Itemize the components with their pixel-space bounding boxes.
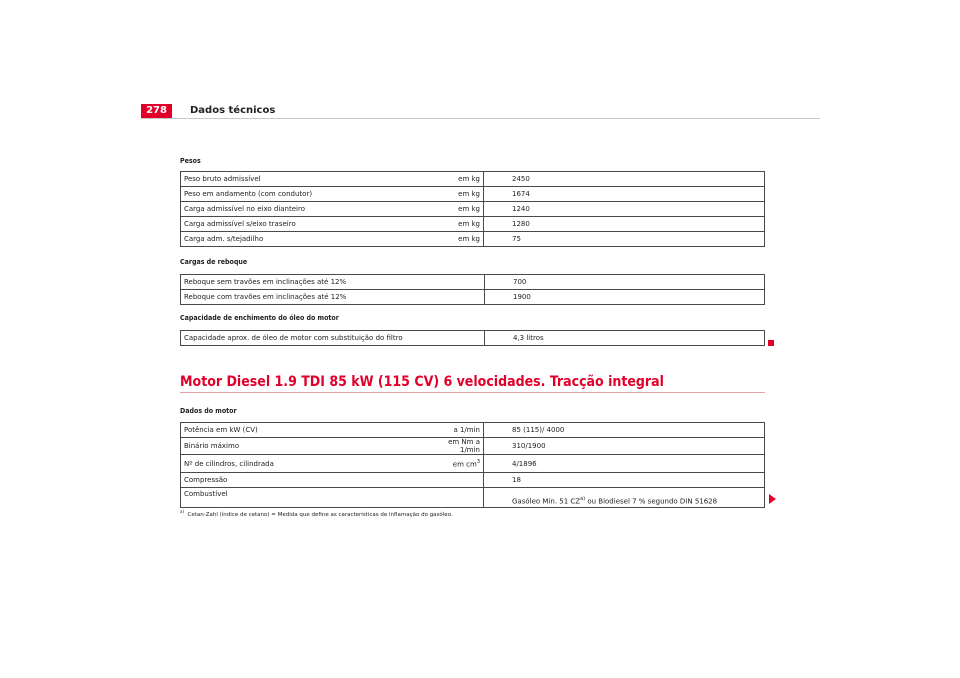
row-value: 18 [484, 473, 765, 488]
row-label: Combustível [181, 488, 428, 508]
footnote-marker: a) [180, 509, 185, 514]
title-rule [180, 392, 765, 393]
table-row [181, 217, 765, 232]
continue-arrow-icon [769, 494, 776, 504]
table-row [181, 438, 765, 455]
section-heading-pesos: Pesos [180, 157, 201, 165]
table-row [181, 331, 765, 346]
row-unit: a 1/min [427, 423, 484, 438]
towing-table [180, 274, 765, 305]
row-label: Reboque com travões em inclinações até 12% [181, 290, 485, 305]
row-value: 1674 [484, 187, 765, 202]
table-row [181, 488, 765, 508]
row-unit: em kg [427, 172, 484, 187]
fuel-text: Gasóleo Min. 51 CZ [512, 497, 581, 505]
section-end-marker [768, 340, 774, 346]
row-value: 4,3 litros [485, 331, 765, 346]
table-row [181, 232, 765, 247]
row-label: Carga admissível no eixo dianteiro [181, 202, 428, 217]
row-value: 4/1896 [484, 455, 765, 473]
page-number: 278 [141, 104, 172, 118]
row-value: 1280 [484, 217, 765, 232]
unit-superscript: 3 [476, 458, 480, 465]
row-label: Nº de cilindros, cilindrada [181, 455, 428, 473]
row-value: 85 (115)/ 4000 [484, 423, 765, 438]
row-unit: em kg [427, 232, 484, 247]
row-label: Carga admissível s/eixo traseiro [181, 217, 428, 232]
footnote [180, 509, 453, 518]
row-unit [427, 488, 484, 508]
unit-text: em cm [452, 460, 477, 469]
section-heading-motor: Dados do motor [180, 407, 237, 415]
table-row [181, 172, 765, 187]
section-heading-cargas: Cargas de reboque [180, 258, 248, 266]
row-value: 700 [485, 275, 765, 290]
header-rule [141, 118, 820, 119]
table-row [181, 423, 765, 438]
weights-table [180, 171, 765, 247]
footnote-ref: a) [580, 495, 586, 502]
row-value: 1900 [485, 290, 765, 305]
footnote-text: Cetan-Zahl (índice de cetano) = Medida que define as características de inflamação do gasóleo. [187, 511, 453, 518]
oil-table [180, 330, 765, 346]
row-label: Reboque sem travões em inclinações até 12% [181, 275, 485, 290]
row-unit: em kg [427, 217, 484, 232]
row-value: 310/1900 [484, 438, 765, 455]
fuel-text-rest: ou Biodiesel 7 % segundo DIN 51628 [585, 497, 718, 505]
row-label: Capacidade aprox. de óleo de motor com substituição do filtro [181, 331, 485, 346]
row-unit: em Nm a 1/min [427, 438, 484, 455]
table-row [181, 202, 765, 217]
row-unit: em kg [427, 202, 484, 217]
row-unit [427, 473, 484, 488]
row-value: 1240 [484, 202, 765, 217]
row-label: Peso bruto admissível [181, 172, 428, 187]
row-value [484, 488, 765, 508]
table-row [181, 290, 765, 305]
table-row [181, 455, 765, 473]
row-label: Carga adm. s/tejadilho [181, 232, 428, 247]
row-value: 75 [484, 232, 765, 247]
engine-table [180, 422, 765, 508]
section-heading-oleo: Capacidade de enchimento do óleo do motor [180, 314, 339, 322]
table-row [181, 473, 765, 488]
row-label: Compressão [181, 473, 428, 488]
row-unit [427, 455, 484, 473]
row-label: Peso em andamento (com condutor) [181, 187, 428, 202]
row-label: Potência em kW (CV) [181, 423, 428, 438]
row-unit: em kg [427, 187, 484, 202]
table-row [181, 275, 765, 290]
row-label: Binário máximo [181, 438, 428, 455]
page-header-title: Dados técnicos [190, 105, 276, 116]
row-value: 2450 [484, 172, 765, 187]
motor-section-title: Motor Diesel 1.9 TDI 85 kW (115 CV) 6 velocidades. Tracção integral [180, 374, 664, 390]
table-row [181, 187, 765, 202]
